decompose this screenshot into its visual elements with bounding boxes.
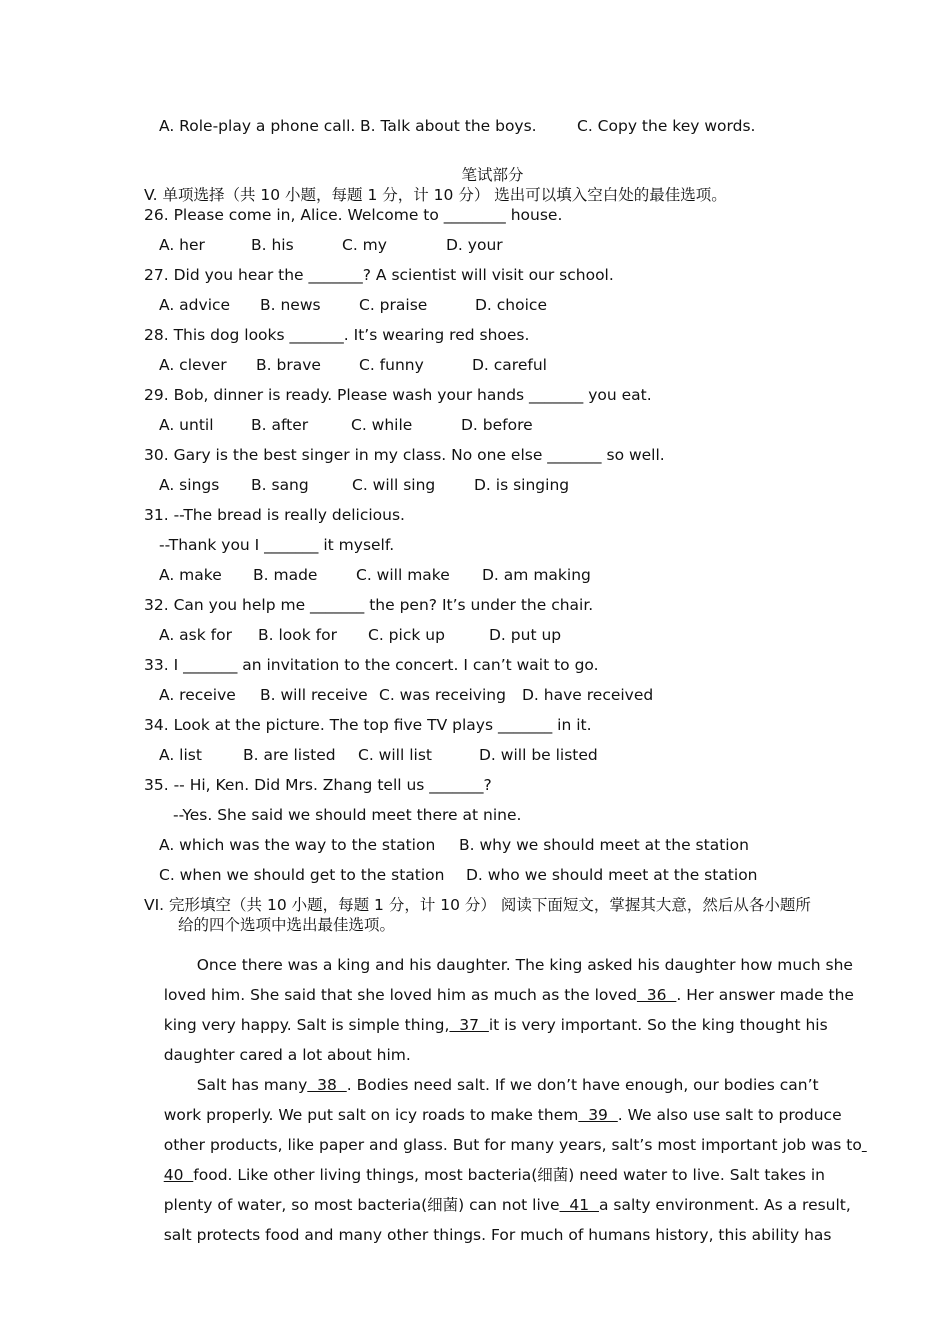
- question-30-stem: 30. Gary is the best singer in my class. No one else _______ so well.: [144, 446, 665, 464]
- question-32-option-b: B. look for: [258, 626, 337, 644]
- question-27-option-a: A. advice: [159, 296, 231, 314]
- passage-line: other products, like paper and glass. But for many years, salt’s most important job was to: [144, 1115, 867, 1175]
- question-26-option-a: A. her: [159, 236, 205, 254]
- question-31-option-d: D. am making: [482, 566, 591, 584]
- question-27-option-c: C. praise: [359, 296, 428, 314]
- question-31-option-c: C. will make: [356, 566, 450, 584]
- question-28-option-b: B. brave: [256, 356, 321, 374]
- question-33-option-c: C. was receiving: [379, 686, 506, 704]
- question-35-stem-reply: --Yes. She said we should meet there at nine.: [173, 806, 522, 824]
- question-27-option-b: B. news: [260, 296, 321, 314]
- cloze-blank-39: 39: [578, 1106, 618, 1124]
- question-35-option-b: B. why we should meet at the station: [459, 836, 749, 854]
- passage-line: Salt has many 38 . Bodies need salt. If we don’t have enough, our bodies can’t: [196, 1076, 819, 1094]
- question-33-option-d: D. have received: [522, 686, 654, 704]
- passage-line: Once there was a king and his daughter. The king asked his daughter how much she: [196, 956, 853, 974]
- question-35-stem: 35. -- Hi, Ken. Did Mrs. Zhang tell us _______?: [144, 776, 492, 794]
- section-vi-heading: VI. 完形填空（共 10 小题，每题 1 分，计 10 分） 阅读下面短文，掌握其大意，然后从各小题所: [144, 896, 811, 914]
- question-33-stem: 33. I _______ an invitation to the concert. I can’t wait to go.: [144, 656, 599, 674]
- question-29-stem: 29. Bob, dinner is ready. Please wash your hands _______ you eat.: [144, 386, 652, 404]
- listening-option-a: A. Role-play a phone call.: [159, 117, 356, 135]
- passage-line: daughter cared a lot about him.: [163, 1046, 411, 1064]
- passage-line: loved him. She said that she loved him as much as the loved 36 . Her answer made the: [163, 986, 854, 1004]
- section-vi-heading-cont: 给的四个选项中选出最佳选项。: [178, 916, 396, 934]
- cloze-blank-40-start: [862, 1136, 867, 1154]
- cloze-blank-36: 36: [636, 986, 677, 1004]
- question-32-option-d: D. put up: [489, 626, 562, 644]
- question-26-stem: 26. Please come in, Alice. Welcome to ________ house.: [144, 206, 563, 224]
- question-29-option-a: A. until: [159, 416, 214, 434]
- question-34-option-a: A. list: [159, 746, 202, 764]
- question-30-option-b: B. sang: [251, 476, 309, 494]
- question-28-option-c: C. funny: [359, 356, 424, 374]
- cloze-blank-41: 41: [559, 1196, 599, 1214]
- question-28-stem: 28. This dog looks _______. It’s wearing red shoes.: [144, 326, 530, 344]
- question-34-option-d: D. will be listed: [479, 746, 598, 764]
- question-35-option-a: A. which was the way to the station: [159, 836, 436, 854]
- question-34-option-b: B. are listed: [243, 746, 336, 764]
- question-26-option-b: B. his: [251, 236, 294, 254]
- question-30-option-a: A. sings: [159, 476, 220, 494]
- cloze-blank-38: 38: [307, 1076, 347, 1094]
- question-32-option-c: C. pick up: [368, 626, 445, 644]
- question-34-option-c: C. will list: [358, 746, 432, 764]
- question-29-option-b: B. after: [251, 416, 309, 434]
- question-31-stem: 31. --The bread is really delicious.: [144, 506, 405, 524]
- question-31-option-a: A. make: [159, 566, 222, 584]
- question-27-stem: 27. Did you hear the _______? A scientist will visit our school.: [144, 266, 614, 284]
- question-26-option-d: D. your: [446, 236, 503, 254]
- question-33-option-a: A. receive: [159, 686, 236, 704]
- question-32-option-a: A. ask for: [159, 626, 232, 644]
- passage-line: plenty of water, so most bacteria(细菌) can not live 41 a salty environment. As a result,: [163, 1196, 851, 1214]
- question-28-option-d: D. careful: [472, 356, 547, 374]
- question-26-option-c: C. my: [342, 236, 387, 254]
- section-v-heading: V. 单项选择（共 10 小题，每题 1 分，计 10 分） 选出可以填入空白处的最佳选项。: [144, 186, 727, 204]
- passage-line: king very happy. Salt is simple thing, 37 it is very important. So the king thought his: [163, 1016, 828, 1034]
- question-30-option-d: D. is singing: [474, 476, 570, 494]
- written-part-title: 笔试部分: [461, 166, 524, 184]
- cloze-blank-40: 40: [163, 1166, 194, 1184]
- listening-option-c: C. Copy the key words.: [577, 117, 756, 135]
- question-29-option-d: D. before: [461, 416, 533, 434]
- question-31-stem-reply: --Thank you I _______ it myself.: [159, 536, 395, 554]
- question-29-option-c: C. while: [351, 416, 413, 434]
- question-32-stem: 32. Can you help me _______ the pen? It’s under the chair.: [144, 596, 594, 614]
- question-31-option-b: B. made: [253, 566, 318, 584]
- passage-line: 40 food. Like other living things, most bacteria(细菌) need water to live. Salt takes in: [163, 1166, 826, 1184]
- question-35-option-d: D. who we should meet at the station: [466, 866, 758, 884]
- question-27-option-d: D. choice: [475, 296, 547, 314]
- question-35-option-c: C. when we should get to the station: [159, 866, 445, 884]
- question-34-stem: 34. Look at the picture. The top five TV plays _______ in it.: [144, 716, 592, 734]
- passage-line: salt protects food and many other things. For much of humans history, this ability has: [163, 1226, 832, 1244]
- passage-line: work properly. We put salt on icy roads to make them 39 . We also use salt to produce: [163, 1106, 842, 1124]
- question-33-option-b: B. will receive: [260, 686, 368, 704]
- question-28-option-a: A. clever: [159, 356, 227, 374]
- cloze-blank-37: 37: [449, 1016, 489, 1034]
- listening-option-b: B. Talk about the boys.: [360, 117, 537, 135]
- question-30-option-c: C. will sing: [352, 476, 436, 494]
